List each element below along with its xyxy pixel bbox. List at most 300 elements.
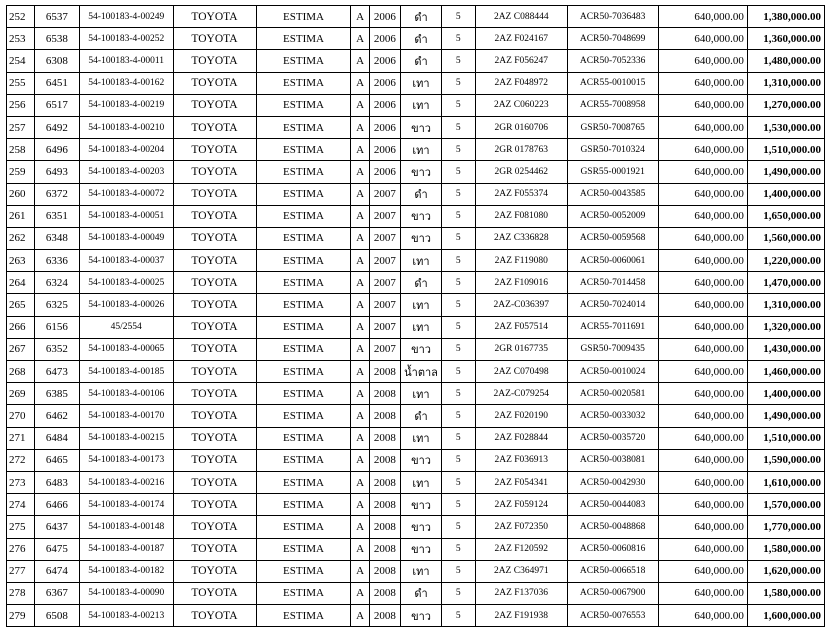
cell-transmission: A: [351, 560, 369, 582]
cell-color: เทา: [401, 560, 442, 582]
cell-year: 2006: [369, 161, 400, 183]
cell-chassis-number: ACR55-7011691: [567, 316, 658, 338]
cell-total-price: 1,220,000.00: [747, 250, 824, 272]
cell-document-number: 54-100183-4-00203: [79, 161, 173, 183]
cell-color: น้ำตาล: [401, 361, 442, 383]
cell-brand: TOYOTA: [173, 582, 256, 604]
cell-price: 640,000.00: [658, 116, 747, 138]
cell-brand: TOYOTA: [173, 405, 256, 427]
cell-row-number: 277: [7, 560, 35, 582]
vehicle-table: [6, 5, 825, 627]
cell-model: ESTIMA: [256, 316, 351, 338]
cell-item-code: 6385: [34, 383, 79, 405]
cell-color: ดำ: [401, 582, 442, 604]
cell-chassis-number: ACR50-0066518: [567, 560, 658, 582]
cell-year: 2006: [369, 28, 400, 50]
cell-year: 2006: [369, 72, 400, 94]
cell-model: ESTIMA: [256, 516, 351, 538]
cell-item-code: 6465: [34, 449, 79, 471]
cell-brand: TOYOTA: [173, 272, 256, 294]
cell-total-price: 1,510,000.00: [747, 427, 824, 449]
cell-item-code: 6493: [34, 161, 79, 183]
cell-transmission: A: [351, 449, 369, 471]
cell-seats: 5: [441, 582, 475, 604]
cell-year: 2008: [369, 538, 400, 560]
cell-model: ESTIMA: [256, 183, 351, 205]
cell-engine-number: 2AZ F057514: [475, 316, 567, 338]
cell-price: 640,000.00: [658, 605, 747, 627]
cell-seats: 5: [441, 294, 475, 316]
cell-price: 640,000.00: [658, 338, 747, 360]
cell-year: 2008: [369, 471, 400, 493]
cell-color: เทา: [401, 294, 442, 316]
cell-chassis-number: ACR50-0060816: [567, 538, 658, 560]
cell-total-price: 1,580,000.00: [747, 538, 824, 560]
cell-item-code: 6537: [34, 6, 79, 28]
cell-row-number: 261: [7, 205, 35, 227]
cell-row-number: 272: [7, 449, 35, 471]
cell-color: เทา: [401, 316, 442, 338]
cell-engine-number: 2AZ F056247: [475, 50, 567, 72]
cell-transmission: A: [351, 316, 369, 338]
cell-price: 640,000.00: [658, 272, 747, 294]
cell-year: 2008: [369, 449, 400, 471]
cell-document-number: 54-100183-4-00174: [79, 494, 173, 516]
cell-engine-number: 2AZ C364971: [475, 560, 567, 582]
cell-transmission: A: [351, 471, 369, 493]
cell-brand: TOYOTA: [173, 560, 256, 582]
cell-total-price: 1,620,000.00: [747, 560, 824, 582]
cell-total-price: 1,590,000.00: [747, 449, 824, 471]
cell-document-number: 54-100183-4-00162: [79, 72, 173, 94]
cell-engine-number: 2GR 0254462: [475, 161, 567, 183]
cell-seats: 5: [441, 361, 475, 383]
cell-engine-number: 2AZ C336828: [475, 227, 567, 249]
cell-brand: TOYOTA: [173, 28, 256, 50]
cell-brand: TOYOTA: [173, 605, 256, 627]
cell-color: ขาว: [401, 338, 442, 360]
cell-total-price: 1,400,000.00: [747, 383, 824, 405]
table-row: [7, 494, 825, 516]
cell-item-code: 6348: [34, 227, 79, 249]
cell-document-number: 54-100183-4-00037: [79, 250, 173, 272]
cell-year: 2006: [369, 50, 400, 72]
cell-brand: TOYOTA: [173, 205, 256, 227]
cell-item-code: 6484: [34, 427, 79, 449]
cell-model: ESTIMA: [256, 250, 351, 272]
table-row: [7, 294, 825, 316]
cell-engine-number: 2AZ F120592: [475, 538, 567, 560]
table-row: [7, 560, 825, 582]
cell-row-number: 267: [7, 338, 35, 360]
cell-year: 2007: [369, 294, 400, 316]
cell-document-number: 54-100183-4-00219: [79, 94, 173, 116]
cell-item-code: 6324: [34, 272, 79, 294]
cell-engine-number: 2AZ C070498: [475, 361, 567, 383]
cell-total-price: 1,400,000.00: [747, 183, 824, 205]
table-row: [7, 449, 825, 471]
cell-color: เทา: [401, 471, 442, 493]
cell-row-number: 266: [7, 316, 35, 338]
cell-seats: 5: [441, 471, 475, 493]
cell-document-number: 54-100183-4-00216: [79, 471, 173, 493]
cell-seats: 5: [441, 227, 475, 249]
cell-brand: TOYOTA: [173, 116, 256, 138]
table-row: [7, 183, 825, 205]
table-row: [7, 116, 825, 138]
table-row: [7, 427, 825, 449]
table-row: [7, 582, 825, 604]
cell-item-code: 6437: [34, 516, 79, 538]
cell-year: 2007: [369, 183, 400, 205]
cell-total-price: 1,380,000.00: [747, 6, 824, 28]
cell-seats: 5: [441, 316, 475, 338]
cell-row-number: 274: [7, 494, 35, 516]
cell-price: 640,000.00: [658, 28, 747, 50]
cell-color: ขาว: [401, 227, 442, 249]
cell-engine-number: 2AZ C088444: [475, 6, 567, 28]
cell-engine-number: 2AZ C060223: [475, 94, 567, 116]
cell-model: ESTIMA: [256, 205, 351, 227]
cell-item-code: 6325: [34, 294, 79, 316]
cell-seats: 5: [441, 139, 475, 161]
cell-brand: TOYOTA: [173, 183, 256, 205]
cell-model: ESTIMA: [256, 605, 351, 627]
cell-item-code: 6474: [34, 560, 79, 582]
cell-document-number: 54-100183-4-00026: [79, 294, 173, 316]
cell-color: เทา: [401, 250, 442, 272]
cell-model: ESTIMA: [256, 50, 351, 72]
cell-transmission: A: [351, 294, 369, 316]
cell-total-price: 1,310,000.00: [747, 294, 824, 316]
cell-year: 2008: [369, 560, 400, 582]
cell-row-number: 276: [7, 538, 35, 560]
cell-total-price: 1,470,000.00: [747, 272, 824, 294]
cell-model: ESTIMA: [256, 161, 351, 183]
cell-price: 640,000.00: [658, 449, 747, 471]
cell-chassis-number: ACR50-0043585: [567, 183, 658, 205]
cell-price: 640,000.00: [658, 516, 747, 538]
table-row: [7, 205, 825, 227]
cell-seats: 5: [441, 28, 475, 50]
cell-year: 2008: [369, 405, 400, 427]
cell-seats: 5: [441, 183, 475, 205]
cell-row-number: 254: [7, 50, 35, 72]
cell-chassis-number: GSR50-7009435: [567, 338, 658, 360]
cell-total-price: 1,610,000.00: [747, 471, 824, 493]
cell-document-number: 54-100183-4-00049: [79, 227, 173, 249]
cell-model: ESTIMA: [256, 272, 351, 294]
cell-engine-number: 2AZ F036913: [475, 449, 567, 471]
cell-document-number: 54-100183-4-00025: [79, 272, 173, 294]
cell-seats: 5: [441, 72, 475, 94]
cell-seats: 5: [441, 116, 475, 138]
cell-item-code: 6451: [34, 72, 79, 94]
cell-brand: TOYOTA: [173, 161, 256, 183]
table-body: [7, 6, 825, 627]
cell-seats: 5: [441, 6, 475, 28]
cell-document-number: 54-100183-4-00213: [79, 605, 173, 627]
cell-brand: TOYOTA: [173, 516, 256, 538]
table-row: [7, 405, 825, 427]
cell-price: 640,000.00: [658, 361, 747, 383]
cell-item-code: 6372: [34, 183, 79, 205]
cell-brand: TOYOTA: [173, 227, 256, 249]
cell-document-number: 54-100183-4-00173: [79, 449, 173, 471]
cell-model: ESTIMA: [256, 471, 351, 493]
cell-document-number: 54-100183-4-00106: [79, 383, 173, 405]
cell-model: ESTIMA: [256, 449, 351, 471]
cell-chassis-number: ACR55-7008958: [567, 94, 658, 116]
cell-row-number: 256: [7, 94, 35, 116]
cell-year: 2006: [369, 6, 400, 28]
cell-row-number: 253: [7, 28, 35, 50]
cell-total-price: 1,360,000.00: [747, 28, 824, 50]
cell-price: 640,000.00: [658, 383, 747, 405]
cell-engine-number: 2AZ F059124: [475, 494, 567, 516]
cell-model: ESTIMA: [256, 383, 351, 405]
cell-transmission: A: [351, 50, 369, 72]
cell-row-number: 264: [7, 272, 35, 294]
cell-price: 640,000.00: [658, 94, 747, 116]
cell-row-number: 265: [7, 294, 35, 316]
cell-document-number: 54-100183-4-00148: [79, 516, 173, 538]
cell-engine-number: 2AZ F024167: [475, 28, 567, 50]
cell-item-code: 6496: [34, 139, 79, 161]
cell-price: 640,000.00: [658, 582, 747, 604]
table-row: [7, 338, 825, 360]
cell-transmission: A: [351, 516, 369, 538]
table-row: [7, 516, 825, 538]
cell-transmission: A: [351, 28, 369, 50]
table-row: [7, 272, 825, 294]
cell-document-number: 45/2554: [79, 316, 173, 338]
cell-brand: TOYOTA: [173, 338, 256, 360]
cell-brand: TOYOTA: [173, 50, 256, 72]
cell-color: ขาว: [401, 538, 442, 560]
cell-row-number: 275: [7, 516, 35, 538]
table-row: [7, 72, 825, 94]
cell-item-code: 6517: [34, 94, 79, 116]
cell-seats: 5: [441, 538, 475, 560]
cell-color: ขาว: [401, 116, 442, 138]
cell-row-number: 259: [7, 161, 35, 183]
cell-row-number: 263: [7, 250, 35, 272]
cell-brand: TOYOTA: [173, 494, 256, 516]
cell-brand: TOYOTA: [173, 94, 256, 116]
cell-chassis-number: GSR50-7008765: [567, 116, 658, 138]
cell-engine-number: 2AZ F054341: [475, 471, 567, 493]
cell-engine-number: 2AZ F028844: [475, 427, 567, 449]
cell-color: ขาว: [401, 205, 442, 227]
cell-color: เทา: [401, 94, 442, 116]
cell-chassis-number: ACR50-7036483: [567, 6, 658, 28]
cell-chassis-number: ACR50-0059568: [567, 227, 658, 249]
cell-transmission: A: [351, 582, 369, 604]
cell-row-number: 262: [7, 227, 35, 249]
cell-color: ขาว: [401, 161, 442, 183]
cell-brand: TOYOTA: [173, 361, 256, 383]
cell-year: 2006: [369, 116, 400, 138]
cell-item-code: 6351: [34, 205, 79, 227]
cell-total-price: 1,530,000.00: [747, 116, 824, 138]
cell-chassis-number: GSR55-0001921: [567, 161, 658, 183]
cell-model: ESTIMA: [256, 582, 351, 604]
cell-chassis-number: ACR50-0052009: [567, 205, 658, 227]
cell-price: 640,000.00: [658, 405, 747, 427]
cell-engine-number: 2AZ F020190: [475, 405, 567, 427]
cell-engine-number: 2AZ F119080: [475, 250, 567, 272]
cell-engine-number: 2AZ-C036397: [475, 294, 567, 316]
cell-price: 640,000.00: [658, 494, 747, 516]
table-row: [7, 28, 825, 50]
cell-brand: TOYOTA: [173, 250, 256, 272]
cell-chassis-number: ACR50-0076553: [567, 605, 658, 627]
cell-price: 640,000.00: [658, 538, 747, 560]
cell-chassis-number: ACR50-7024014: [567, 294, 658, 316]
cell-year: 2008: [369, 494, 400, 516]
cell-item-code: 6508: [34, 605, 79, 627]
cell-color: เทา: [401, 383, 442, 405]
cell-model: ESTIMA: [256, 405, 351, 427]
cell-row-number: 252: [7, 6, 35, 28]
cell-row-number: 255: [7, 72, 35, 94]
cell-chassis-number: ACR50-0042930: [567, 471, 658, 493]
cell-document-number: 54-100183-4-00065: [79, 338, 173, 360]
cell-model: ESTIMA: [256, 6, 351, 28]
table-row: [7, 605, 825, 627]
cell-price: 640,000.00: [658, 72, 747, 94]
cell-model: ESTIMA: [256, 361, 351, 383]
cell-transmission: A: [351, 405, 369, 427]
cell-seats: 5: [441, 94, 475, 116]
cell-model: ESTIMA: [256, 227, 351, 249]
cell-document-number: 54-100183-4-00210: [79, 116, 173, 138]
cell-year: 2008: [369, 383, 400, 405]
cell-chassis-number: ACR50-0033032: [567, 405, 658, 427]
cell-model: ESTIMA: [256, 427, 351, 449]
cell-engine-number: 2GR 0160706: [475, 116, 567, 138]
cell-seats: 5: [441, 560, 475, 582]
cell-total-price: 1,480,000.00: [747, 50, 824, 72]
cell-price: 640,000.00: [658, 183, 747, 205]
cell-year: 2007: [369, 338, 400, 360]
cell-year: 2008: [369, 516, 400, 538]
cell-engine-number: 2AZ F072350: [475, 516, 567, 538]
cell-color: ขาว: [401, 516, 442, 538]
cell-brand: TOYOTA: [173, 294, 256, 316]
cell-item-code: 6367: [34, 582, 79, 604]
cell-year: 2007: [369, 250, 400, 272]
table-row: [7, 538, 825, 560]
cell-chassis-number: ACR50-0020581: [567, 383, 658, 405]
cell-model: ESTIMA: [256, 538, 351, 560]
cell-price: 640,000.00: [658, 560, 747, 582]
cell-color: ดำ: [401, 28, 442, 50]
cell-transmission: A: [351, 494, 369, 516]
cell-transmission: A: [351, 227, 369, 249]
cell-color: ดำ: [401, 405, 442, 427]
cell-document-number: 54-100183-4-00204: [79, 139, 173, 161]
cell-transmission: A: [351, 6, 369, 28]
cell-row-number: 273: [7, 471, 35, 493]
cell-color: เทา: [401, 139, 442, 161]
cell-model: ESTIMA: [256, 560, 351, 582]
cell-brand: TOYOTA: [173, 427, 256, 449]
cell-chassis-number: ACR50-7014458: [567, 272, 658, 294]
cell-model: ESTIMA: [256, 494, 351, 516]
cell-price: 640,000.00: [658, 250, 747, 272]
cell-price: 640,000.00: [658, 471, 747, 493]
cell-transmission: A: [351, 427, 369, 449]
cell-row-number: 258: [7, 139, 35, 161]
cell-seats: 5: [441, 427, 475, 449]
cell-brand: TOYOTA: [173, 538, 256, 560]
cell-seats: 5: [441, 494, 475, 516]
cell-year: 2007: [369, 316, 400, 338]
cell-engine-number: 2AZ F055374: [475, 183, 567, 205]
cell-chassis-number: ACR50-7048699: [567, 28, 658, 50]
cell-brand: TOYOTA: [173, 471, 256, 493]
cell-row-number: 271: [7, 427, 35, 449]
cell-row-number: 278: [7, 582, 35, 604]
cell-brand: TOYOTA: [173, 72, 256, 94]
cell-transmission: A: [351, 94, 369, 116]
cell-seats: 5: [441, 272, 475, 294]
cell-color: ดำ: [401, 50, 442, 72]
cell-total-price: 1,650,000.00: [747, 205, 824, 227]
cell-year: 2008: [369, 427, 400, 449]
cell-engine-number: 2AZ F109016: [475, 272, 567, 294]
cell-chassis-number: GSR50-7010324: [567, 139, 658, 161]
cell-color: ขาว: [401, 449, 442, 471]
cell-seats: 5: [441, 605, 475, 627]
cell-item-code: 6308: [34, 50, 79, 72]
cell-document-number: 54-100183-4-00072: [79, 183, 173, 205]
cell-document-number: 54-100183-4-00051: [79, 205, 173, 227]
cell-transmission: A: [351, 161, 369, 183]
cell-total-price: 1,770,000.00: [747, 516, 824, 538]
cell-model: ESTIMA: [256, 116, 351, 138]
cell-price: 640,000.00: [658, 316, 747, 338]
cell-model: ESTIMA: [256, 338, 351, 360]
cell-year: 2007: [369, 272, 400, 294]
cell-engine-number: 2AZ F191938: [475, 605, 567, 627]
cell-seats: 5: [441, 449, 475, 471]
cell-row-number: 260: [7, 183, 35, 205]
cell-document-number: 54-100183-4-00215: [79, 427, 173, 449]
cell-item-code: 6475: [34, 538, 79, 560]
cell-price: 640,000.00: [658, 205, 747, 227]
cell-seats: 5: [441, 338, 475, 360]
cell-total-price: 1,490,000.00: [747, 405, 824, 427]
cell-model: ESTIMA: [256, 28, 351, 50]
table-row: [7, 50, 825, 72]
cell-transmission: A: [351, 139, 369, 161]
cell-document-number: 54-100183-4-00011: [79, 50, 173, 72]
cell-model: ESTIMA: [256, 94, 351, 116]
cell-item-code: 6538: [34, 28, 79, 50]
cell-document-number: 54-100183-4-00249: [79, 6, 173, 28]
cell-total-price: 1,560,000.00: [747, 227, 824, 249]
cell-chassis-number: ACR50-7052336: [567, 50, 658, 72]
cell-model: ESTIMA: [256, 139, 351, 161]
cell-seats: 5: [441, 516, 475, 538]
cell-engine-number: 2AZ F048972: [475, 72, 567, 94]
cell-year: 2006: [369, 139, 400, 161]
cell-price: 640,000.00: [658, 6, 747, 28]
cell-item-code: 6483: [34, 471, 79, 493]
